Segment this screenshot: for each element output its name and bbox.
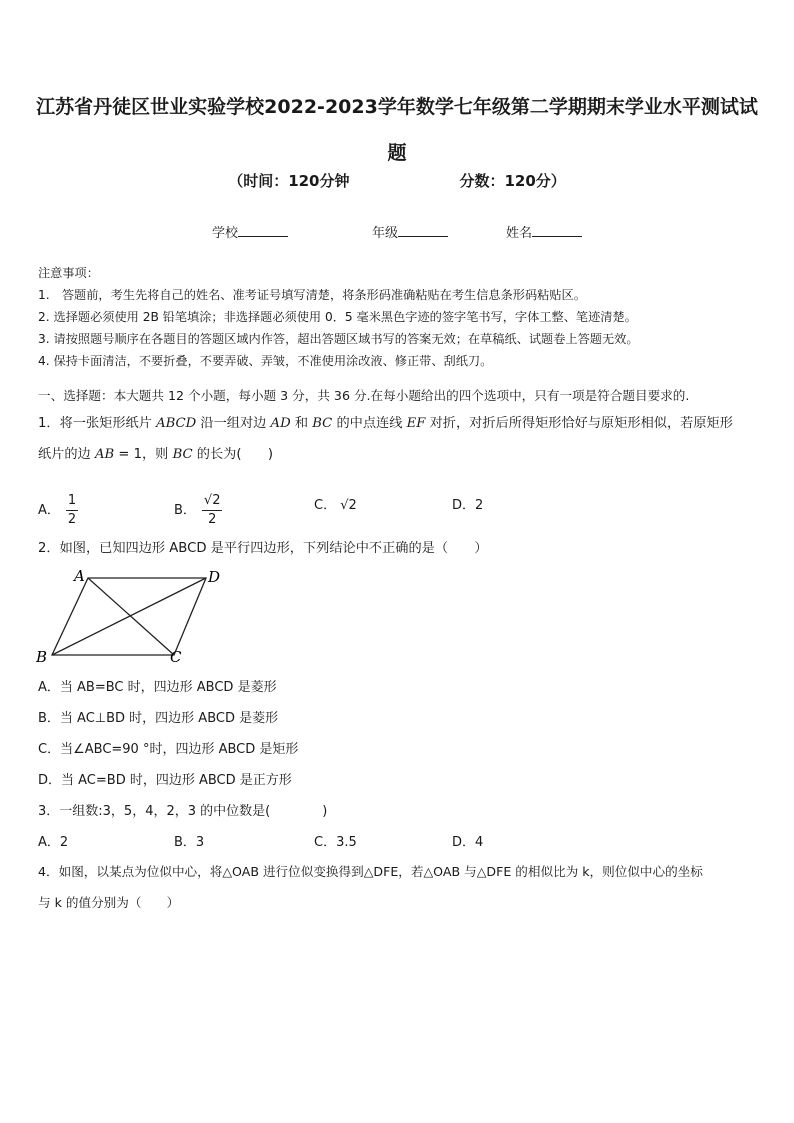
vertex-label-b: B [36,648,48,666]
instruction-item: 1. 答题前，考生先将自己的姓名、准考证号填写清楚，将条形码准确粘贴在考生信息条形码粘贴区。 [38,288,586,302]
question-1-options [38,484,758,527]
question-1: 1．将一张矩形纸片 ABCD 沿一组对边 AD 和 BC 的中点连线 EF 对折，对折后所得矩形恰好与原矩形相似，若原矩形 纸片的边 AB = 1，则 BC 的长为( ) [38,416,733,462]
question-2: 2．如图，已知四边形 ABCD 是平行四边形，下列结论中不正确的是（ ） [38,541,488,556]
vertex-label-a: A [74,567,85,585]
question-3-options [38,831,758,851]
option-b: B．3 [174,835,205,850]
diagonal-bd [52,578,206,655]
option-d: D．2 [452,498,484,513]
exam-meta [0,170,794,191]
instructions [38,262,758,372]
instruction-item: 2. 选择题必须使用 2B 铅笔填涂；非选择题必须使用 0．5 毫米黑色字迹的签字笔书写，字体工整、笔迹清楚。 [38,310,637,324]
vertex-label-c: C [170,648,182,666]
section-heading: 一、选择题：本大题共 12 个小题，每小题 3 分，共 36 分.在每小题给出的四个选项中，只有一项是符合题目要求的. [38,388,690,403]
question-3: 3．一组数:3，5，4，2，3 的中位数是( ) [38,804,328,819]
instructions-heading: 注意事项： [38,266,99,280]
instruction-item: 3. 请按照题号顺序在各题目的答题区域内作答，超出答题区域书写的答案无效；在草稿纸、试题卷上答题无效。 [38,332,639,346]
question-2-option-b: B．当 AC⊥BD 时，四边形 ABCD 是菱形 [38,711,279,726]
question-2-option-a: A．当 AB=BC 时，四边形 ABCD 是菱形 [38,680,277,695]
instruction-item: 4. 保持卡面清洁，不要折叠，不要弄破、弄皱，不准使用涂改液、修正带、刮纸刀。 [38,354,493,368]
name-field: 姓名 [506,222,582,241]
option-c: C．3.5 [314,835,357,850]
parallelogram-figure [34,566,234,670]
vertex-label-d: D [208,568,221,586]
diagonal-ac [88,578,174,655]
question-2-option-c: C．当∠ABC=90 °时，四边形 ABCD 是矩形 [38,742,299,757]
total-score: 分数：120分） [459,172,566,190]
page-title: 江苏省丹徒区世业实验学校2022-2023学年数学七年级第二学期期末学业水平测试试题 [36,96,758,164]
question-2-option-d: D．当 AC=BD 时，四边形 ABCD 是正方形 [38,773,292,788]
grade-field: 年级 [372,222,448,241]
question-4: 4．如图，以某点为位似中心，将△OAB 进行位似变换得到△DFE，若△OAB 与△DFE 的相似比为 k，则位似中心的坐标 与 k 的值分别为（ ） [38,864,703,910]
school-field: 学校 [212,222,288,241]
time-limit: （时间：120分钟 [228,172,350,190]
option-a: A．2 [38,835,69,850]
option-c: C． √2 [314,498,357,513]
option-d: D．4 [452,835,484,850]
option-b: B． $\frac{√2}{2}$ [174,493,221,527]
option-a: A． $\frac{1}{2}$ [38,493,77,527]
